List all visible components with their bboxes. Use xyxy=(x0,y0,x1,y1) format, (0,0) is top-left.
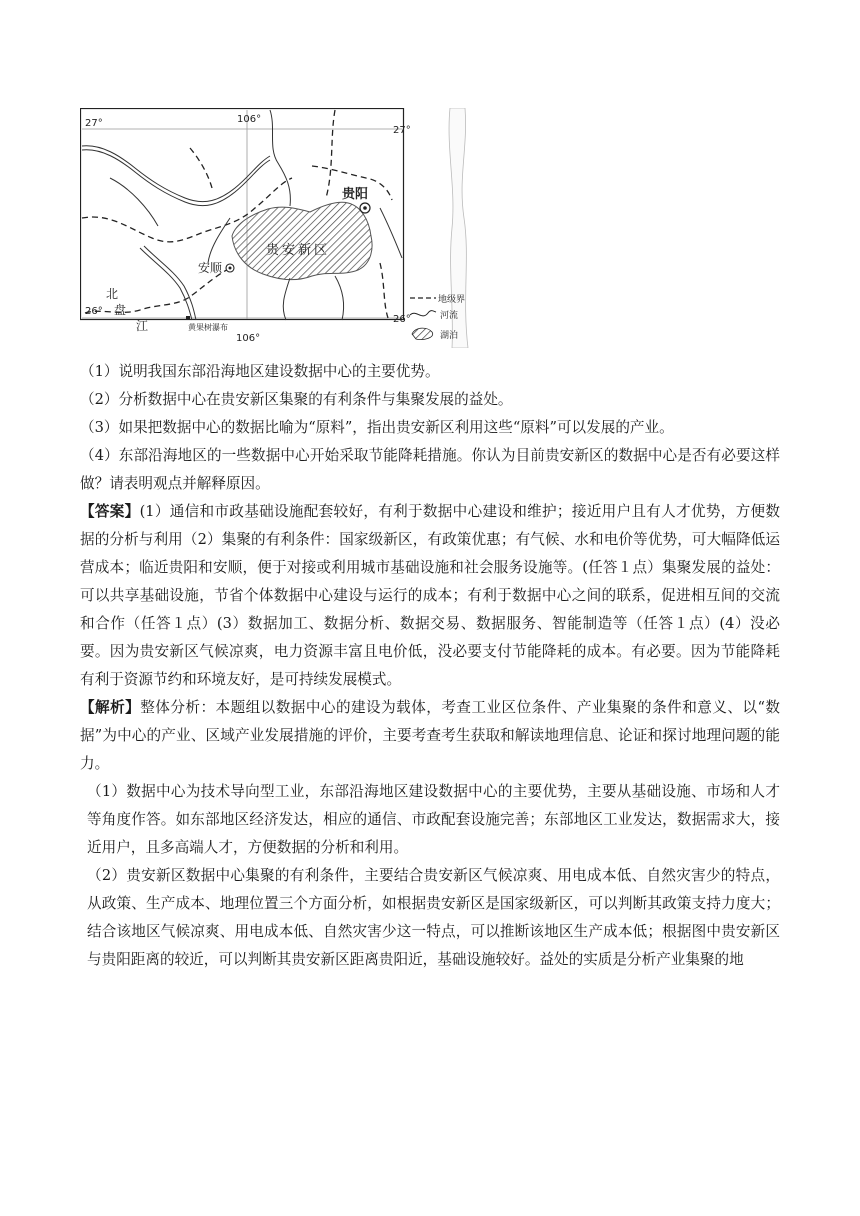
answer-block xyxy=(80,498,780,694)
legend-boundary: 地级界 xyxy=(438,295,466,305)
anshun-marker xyxy=(226,264,234,272)
question-content xyxy=(80,358,780,974)
analysis-paragraph-2: （2）贵安新区数据中心集聚的有利条件，主要结合贵安新区气候凉爽、用电成本低、自然灾害少的特点，从政策、生产成本、地理位置三个方面分析，如根据贵安新区是国家级新区，可以判断其政策支持力度大；结合该地区气候凉爽、用电成本低、自然灾害少这一特点，可以推断该地区生产成本低；根据图中贵安新区与贵阳距离的较近，可以判断其贵安新区距离贵阳近，基础设施较好。益处的实质是分析产业集聚的地 xyxy=(87,867,780,968)
waterfall-label: 黄果树瀑布 xyxy=(188,323,228,332)
river-label-2: 盘 xyxy=(114,303,127,317)
question-3: （3）如果把数据中心的数据比喻为“原料”，指出贵安新区利用这些“原料”可以发展的产业。 xyxy=(80,419,674,436)
legend-lake-icon xyxy=(412,328,433,339)
river-label-3: 江 xyxy=(136,319,149,333)
lon-top-label: 106° xyxy=(237,114,262,125)
answer-text: (1）通信和市政基础设施配套较好，有利于数据中心建设和维护；接近用户且有人才优势，方便数据的分析与利用（2）集聚的有利条件：国家级新区，有政策优惠；有气候、水和电价等优势，可大幅降低运营成本；临近贵阳和安顺，便于对接或利用城市基础设施和社会服务设施等。(任答１点）集聚发展的益处：可以共享基础设施，节省个体数据中心建设与运行的成本；有利于数据中心之间的联系，促进相互间的交流和合作（任答１点）(3）数据加工、数据分析、数据交易、数据服务、智能制造等（任答１点）(4）没必要。因为贵安新区气候凉爽，电力资源丰富且电价低，没必要支付节能降耗的成本。有必要。因为节能降耗有利于资源节约和环境友好，是可持续发展模式。 xyxy=(80,503,780,688)
question-2: （2）分析数据中心在贵安新区集聚的有利条件与集聚发展的益处。 xyxy=(80,391,513,408)
anshun-label: 安顺 xyxy=(198,261,223,275)
map-figure xyxy=(80,108,484,348)
legend-lake: 湖泊 xyxy=(440,331,459,341)
lon-bottom-label: 106° xyxy=(236,333,261,344)
question-1: （1）说明我国东部沿海地区建设数据中心的主要优势。 xyxy=(80,363,440,380)
waterfall-marker xyxy=(186,316,190,320)
guiyang-label: 贵阳 xyxy=(342,187,369,202)
analysis-paragraph-1: （1）数据中心为技术导向型工业，东部沿海地区建设数据中心的主要优势，主要从基础设施、市场和人才等角度作答。如东部地区经济发达，相应的通信、市政配套设施完善；东部地区工业发达，数据需求大，接近用户，且多高端人才，方便数据的分析和利用。 xyxy=(87,783,780,856)
legend-river: 河流 xyxy=(440,311,459,321)
lat-top-right-label: 27° xyxy=(393,125,411,136)
lat-bottom-right-label: 26° xyxy=(393,314,411,325)
guian-map xyxy=(80,108,484,348)
answer-label: 【答案】 xyxy=(80,503,140,520)
lat-top-left-label: 27° xyxy=(85,118,103,129)
analysis-block xyxy=(80,694,780,778)
guiyang-marker xyxy=(360,203,370,213)
question-4: （4）东部沿海地区的一些数据中心开始采取节能降耗措施。你认为目前贵安新区的数据中心是否有必要这样做？请表明观点并解释原因。 xyxy=(80,447,780,492)
analysis-text: 整体分析：本题组以数据中心的建设为载体，考查工业区位条件、产业集聚的条件和意义、以“数据”为中心的产业、区域产业发展措施的评价，主要考查考生获取和解读地理信息、论证和探讨地理问题的能力。 xyxy=(80,699,780,772)
guian-label: 贵安新区 xyxy=(266,243,331,258)
lat-bottom-left-label: 26° xyxy=(85,306,103,317)
analysis-label: 【解析】 xyxy=(80,699,141,716)
river-label-1: 北 xyxy=(106,287,119,301)
